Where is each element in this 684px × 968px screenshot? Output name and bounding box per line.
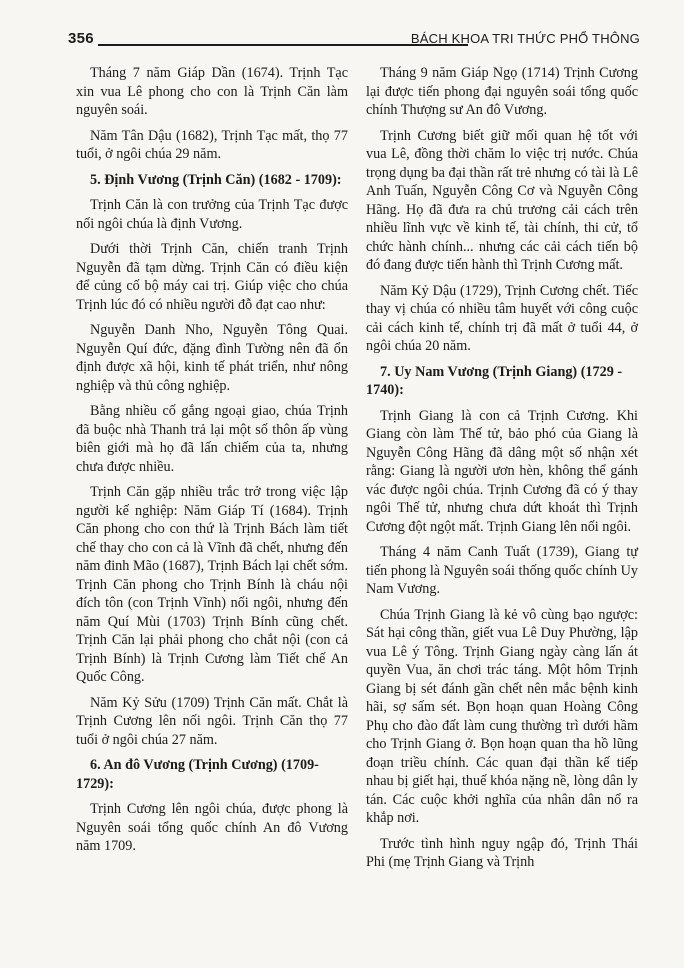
page-header <box>68 30 640 52</box>
paragraph: Trước tình hình nguy ngập đó, Trịnh Thái Phi (mẹ Trịnh Giang và Trịnh <box>366 835 638 870</box>
paragraph: Tháng 7 năm Giáp Dần (1674). Trịnh Tạc xin vua Lê phong cho con là Trịnh Căn làm nguyên soái. <box>76 65 348 118</box>
paragraph: Tháng 9 năm Giáp Ngọ (1714) Trịnh Cương lại được tiến phong đại nguyên soái tổng quốc chính Thượng sư An đô Vương. <box>366 65 638 118</box>
paragraph: Trịnh Căn là con trưởng của Trịnh Tạc được nối ngôi chúa là định Vương. <box>76 197 348 232</box>
section-heading: 5. Định Vương (Trịnh Căn) (1682 - 1709): <box>90 171 342 188</box>
left-column <box>76 64 348 863</box>
paragraph: Trịnh Căn gặp nhiều trắc trở trong việc lập người kế nghiệp: Năm Giáp Tí (1684). Trịnh Căn phong cho con thứ là Trịnh Bách làm tiết chế thay cho con cả là Vĩnh đã chết, nhưng đến năm đinh Mão (1687), Trịnh Bách lại chết sớm. Trịnh Căn phong cho Trịnh Bính là cháu nội đích tôn (con Trịnh Vĩnh) nối ngôi, nhưng đến năm Quí Mùi (1703) Trịnh Bính cũng chết. Trịnh Căn lại phải phong cho chắt nội (con cả Trịnh Bính) là Trịnh Cương làm Tiết chế An Quốc Công. <box>76 484 348 685</box>
running-title: BÁCH KHOA TRI THỨC PHỔ THÔNG <box>410 31 640 46</box>
paragraph: Nguyễn Danh Nho, Nguyễn Tông Quai. Nguyễn Quí đức, đặng đình Tường nên đã ổn định được xã hội, kinh tế phát triển, như nông nghiệp và thủ công nghiệp. <box>76 322 348 394</box>
paragraph: Tháng 4 năm Canh Tuất (1739), Giang tự tiến phong là Nguyên soái thống quốc chính Uy Nam Vương. <box>366 544 638 597</box>
paragraph: Trịnh Giang là con cả Trịnh Cương. Khi Giang còn làm Thế tử, bảo phó của Giang là Nguyễn Công Hãng đã dâng một số nhận xét rằng: Giang là người ươn hèn, không thể gánh vác được ngôi chúa. Trịnh Cương đã có ý thay ngôi Thế tử, nhưng chưa dứt khoát thì Trịnh Cương đột ngột mất. Trịnh Giang lên nối ngôi. <box>366 407 638 535</box>
paragraph: Năm Tân Dậu (1682), Trịnh Tạc mất, thọ 77 tuổi, ở ngôi chúa 29 năm. <box>76 127 348 162</box>
paragraph: Trịnh Cương lên ngôi chúa, được phong là Nguyên soái tổng quốc chính An đô Vương năm 1709. <box>76 801 348 854</box>
paragraph: Năm Kỷ Dậu (1729), Trịnh Cương chết. Tiếc thay vị chúa có nhiều tâm huyết với công cuộc cải cách kinh tế, chính trị đã mất ở tuổi 44, ở ngôi chúa 20 năm. <box>366 282 638 354</box>
paragraph: Dưới thời Trịnh Căn, chiến tranh Trịnh Nguyễn đã tạm dừng. Trịnh Căn có điều kiện để củng cố bộ máy cai trị. Giúp việc cho chúa Trịnh lúc đó có nhiều người đỗ đạt cao như: <box>76 241 348 313</box>
paragraph: Chúa Trịnh Giang là kẻ vô cùng bạo ngược: Sát hại công thần, giết vua Lê Duy Phường, lập vua Lê ý Tông. Trịnh Giang ngày càng lấn át quyền Vua, ăn chơi trác táng. Một hôm Trịnh Giang bị sét đánh gần chết nên mắc bệnh kinh hãi, sợ sấm sét. Bọn hoạn quan Hoàng Công Phụ cho đào đất làm cung thường trì dưới hầm cho Trịnh Giang ở. Bọn hoạn quan tha hồ lũng đoạn triều chính. Các quan đại thần kế tiếp nhau bị giết hại, thuế khóa nặng nề, lòng dân ly tán. Các cuộc khởi nghĩa của nhân dân nổ ra khắp nơi. <box>366 606 638 826</box>
page-number: 356 <box>68 30 94 47</box>
paragraph: Bằng nhiều cố gắng ngoại giao, chúa Trịnh đã buộc nhà Thanh trả lại một số thôn ấp vùng biên giới mà họ đã lấn chiếm của ta, nhưng chưa được nhiều. <box>76 403 348 475</box>
right-column <box>366 64 638 879</box>
section-heading: 6. An đô Vương (Trịnh Cương) (1709-1729): <box>76 757 319 792</box>
paragraph: Năm Kỷ Sửu (1709) Trịnh Căn mất. Chắt là Trịnh Cương lên nối ngôi. Trịnh Căn thọ 77 tuổi ở ngôi chúa 27 năm. <box>76 694 348 748</box>
section-heading: 7. Uy Nam Vương (Trịnh Giang) (1729 - 1740): <box>366 363 623 398</box>
paragraph: Trịnh Cương biết giữ mối quan hệ tốt với vua Lê, đồng thời chăm lo việc trị nước. Chúa trọng dụng ba đại thần rất trẻ nhưng có tài là Lê Anh Tuấn, Nguyễn Công Cơ và Nguyễn Công Hãng. Họ đã đưa ra chủ trương cải cách trên nhiều lĩnh vực về kinh tế, tài chính, thi cử, tổ chức hành chính... nhưng các cải cách tiến bộ đó đang được tiến hành thì Trịnh Cương mất. <box>366 127 638 273</box>
